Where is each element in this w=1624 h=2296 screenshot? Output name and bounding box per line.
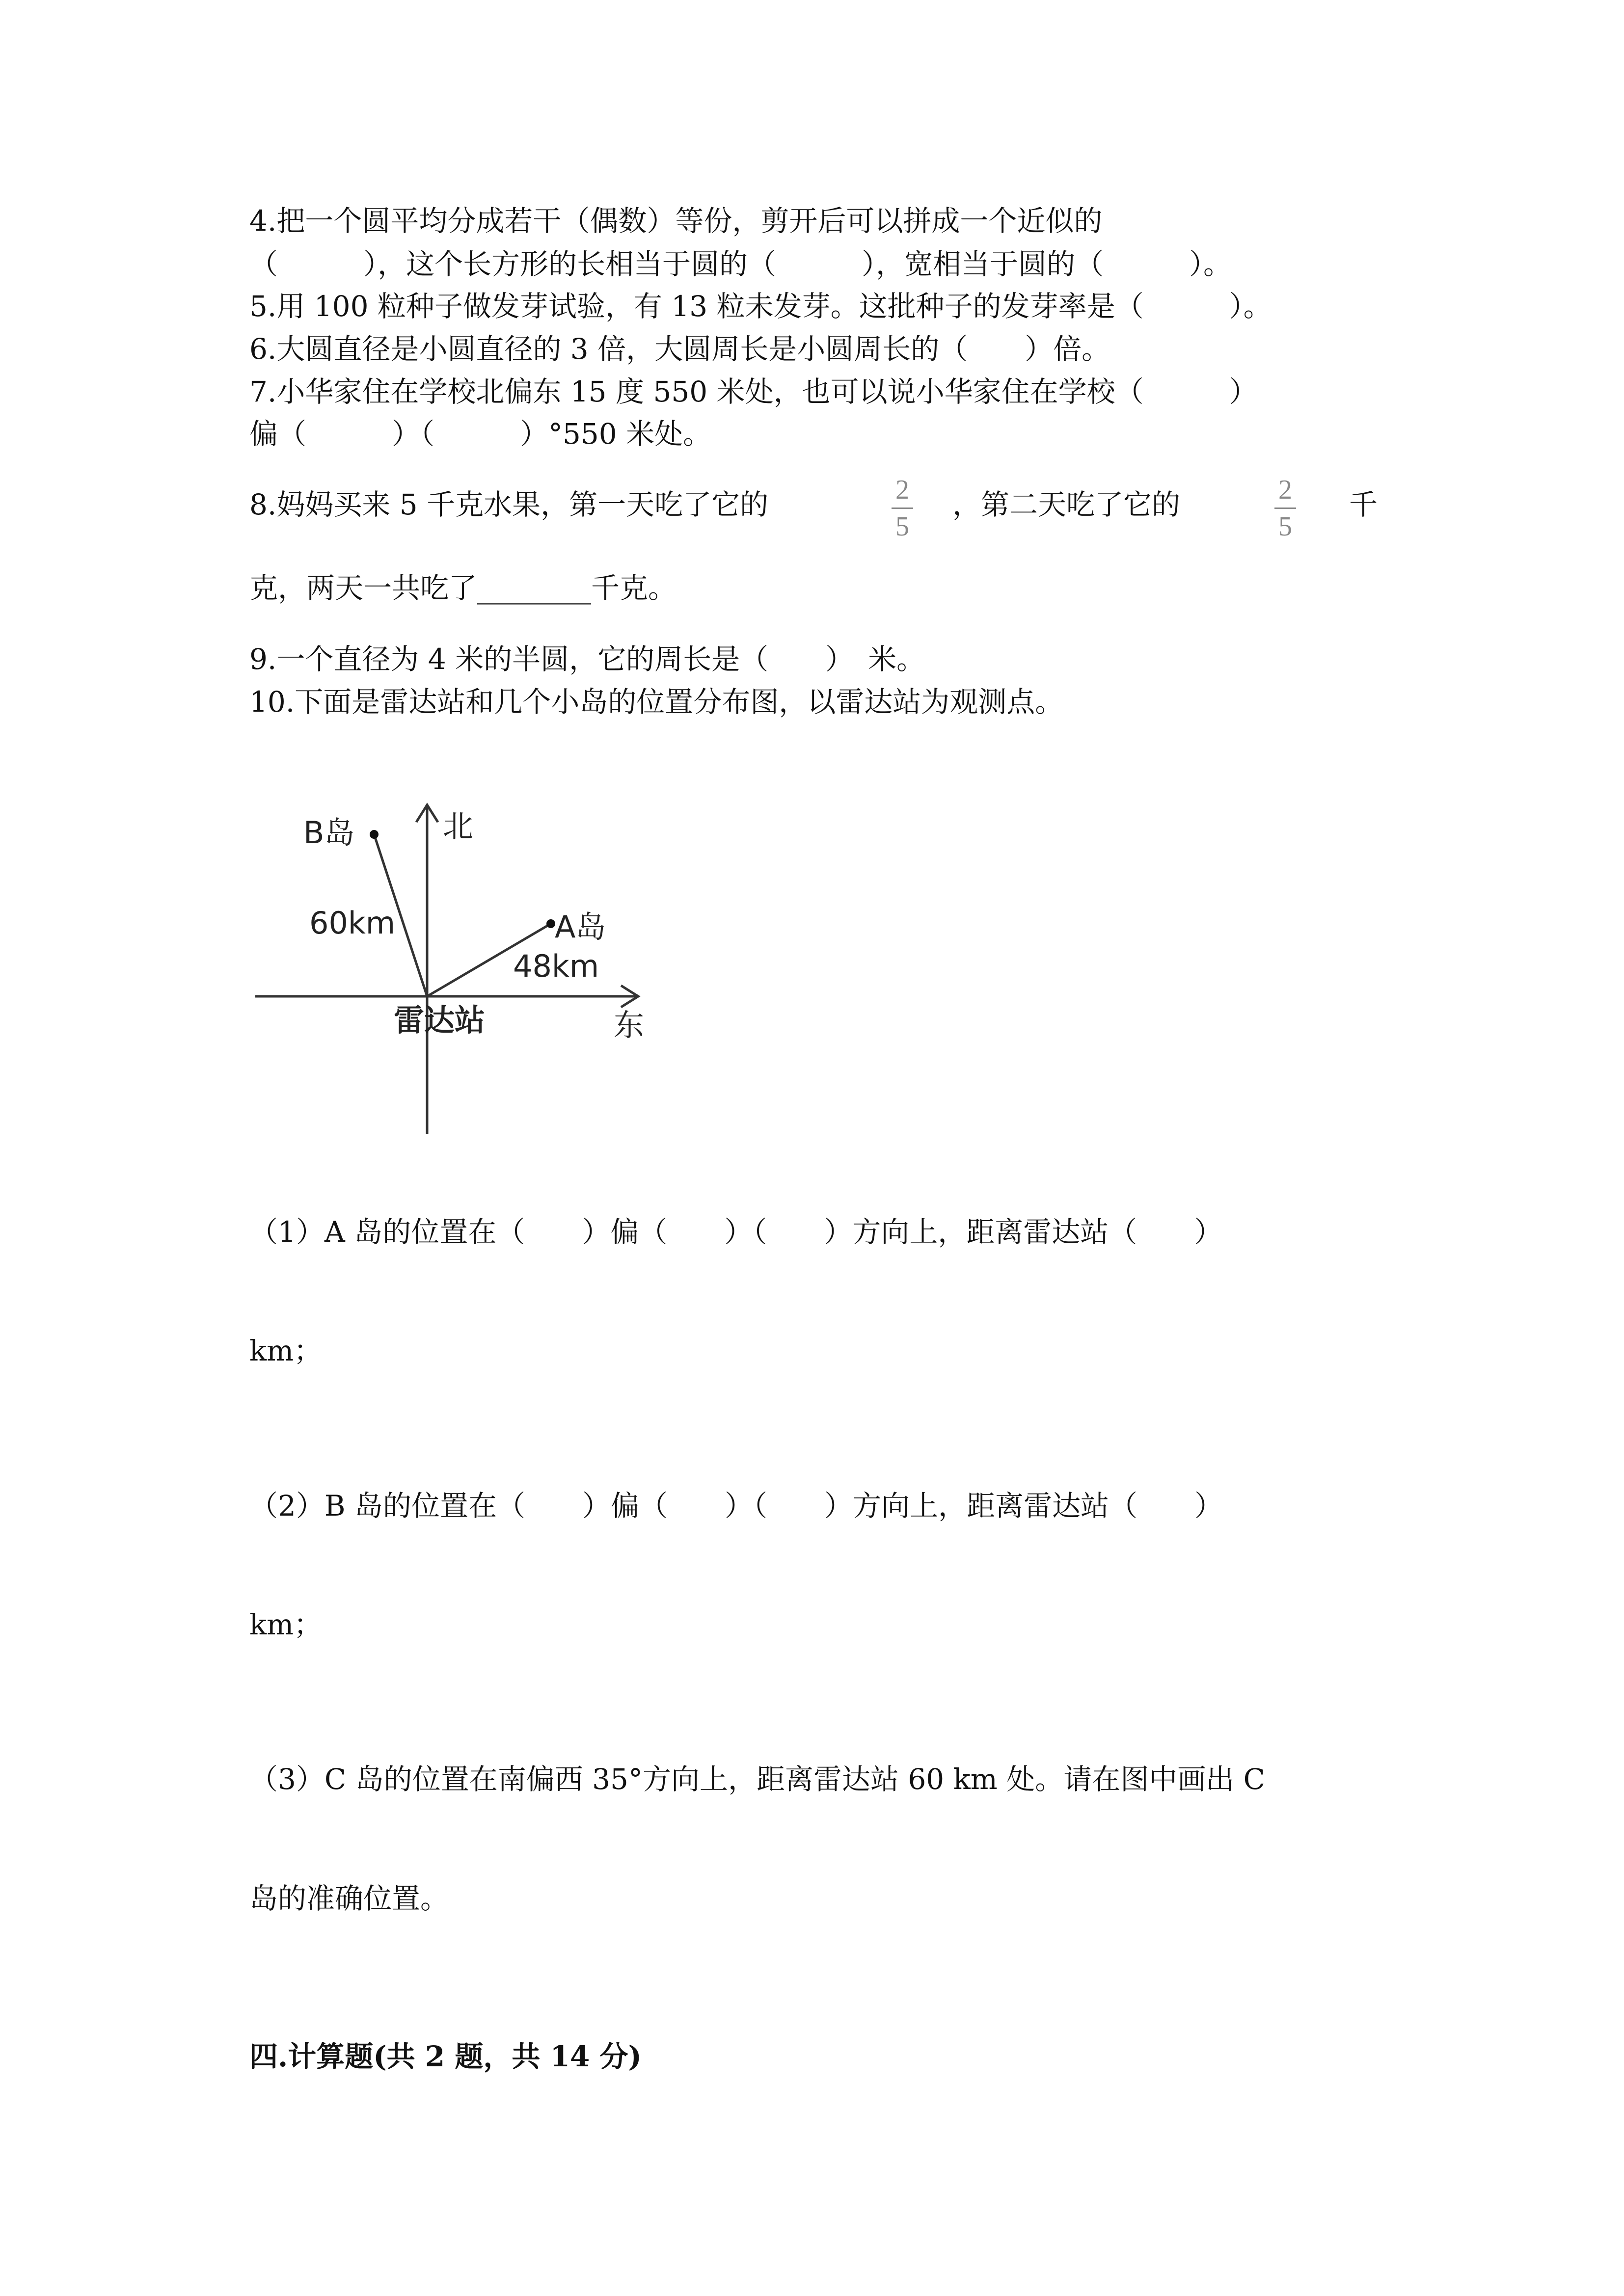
- question-7-line2: 偏（ ）（ ）°550 米处。: [249, 417, 712, 451]
- question-8-part1: 8.妈妈买来 5 千克水果，第一天吃了它的: [249, 488, 769, 521]
- question-4-line1: 4.把一个圆平均分成若干（偶数）等份，剪开后可以拼成一个近似的: [249, 204, 1103, 238]
- radar-position-diagram: [250, 790, 663, 1144]
- question-6: 6.大圆直径是小圆直径的 3 倍，大圆周长是小圆周长的（ ）倍。: [249, 332, 1110, 366]
- fraction-2: [1271, 475, 1300, 541]
- fraction-1-bar: [892, 507, 913, 509]
- island-b-label: B岛: [303, 815, 355, 851]
- question-10-sub1-line2: km；: [249, 1334, 323, 1367]
- question-8-line2: 克，两天一共吃了________千克。: [249, 571, 677, 605]
- question-10-sub1-line1: （1）A 岛的位置在（ ）偏（ ）（ ）方向上，距离雷达站（ ）: [249, 1215, 1223, 1249]
- question-10-sub3-line2: 岛的准确位置。: [249, 1882, 449, 1915]
- question-10-sub3-line1: （3）C 岛的位置在南偏西 35°方向上，距离雷达站 60 km 处。请在图中画出 C: [249, 1762, 1266, 1796]
- north-label: 北: [443, 808, 474, 844]
- island-b-dot: [370, 830, 379, 839]
- section-4-heading: 四.计算题(共 2 题，共 14 分): [249, 2040, 642, 2073]
- question-10-sub2-line1: （2）B 岛的位置在（ ）偏（ ）（ ）方向上，距离雷达站（ ）: [249, 1489, 1223, 1522]
- question-7-line1: 7.小华家住在学校北偏东 15 度 550 米处，也可以说小华家住在学校（ ）: [249, 375, 1258, 408]
- question-5: 5.用 100 粒种子做发芽试验，有 13 粒未发芽。这批种子的发芽率是（ ）。: [249, 290, 1272, 323]
- fraction-1-denominator: 5: [895, 511, 909, 542]
- radar-station-label: 雷达站: [394, 1002, 486, 1038]
- distance-a-label: 48km: [513, 948, 599, 984]
- question-10: 10.下面是雷达站和几个小岛的位置分布图，以雷达站为观测点。: [249, 685, 1064, 719]
- question-8-part3: 千: [1349, 488, 1378, 521]
- question-10-sub2-line2: km；: [249, 1608, 323, 1641]
- question-9: 9.一个直径为 4 米的半圆，它的周长是（ ） 米。: [249, 642, 925, 676]
- question-4-line2: （ ），这个长方形的长相当于圆的（ ），宽相当于圆的（ ）。: [249, 247, 1232, 281]
- distance-b-label: 60km: [309, 905, 396, 941]
- island-a-label: A岛: [555, 909, 606, 945]
- east-label: 东: [614, 1007, 645, 1043]
- island-a-dot: [546, 919, 555, 928]
- fraction-2-bar: [1274, 507, 1296, 509]
- question-8-part2: ，第二天吃了它的: [952, 488, 1181, 521]
- fraction-1: [888, 475, 917, 541]
- fraction-1-numerator: 2: [895, 475, 909, 505]
- fraction-2-numerator: 2: [1278, 475, 1292, 505]
- fraction-2-denominator: 5: [1278, 511, 1292, 542]
